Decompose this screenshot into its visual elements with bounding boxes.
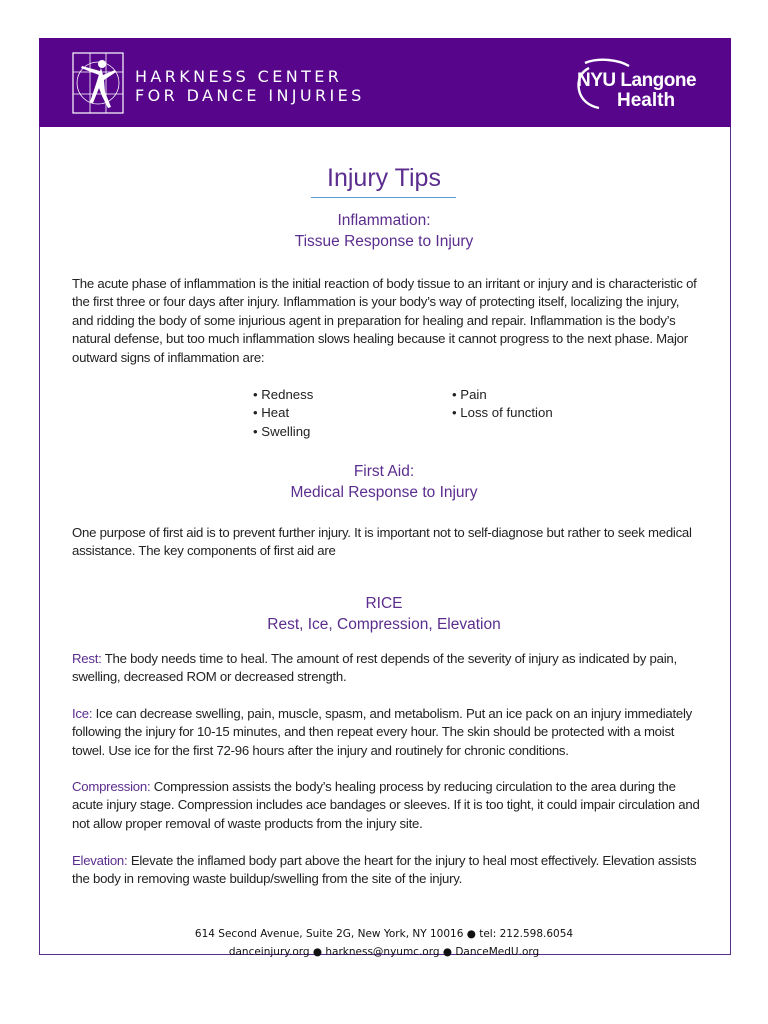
- compression-text: Compression assists the body’s healing process by reducing circulation to the area during the acute injury stage. Compression includes ace bandages or sleeves. If it is too tight, it could impair circulation and not allow proper removal of waste products from the injury site.: [72, 779, 700, 831]
- ice-term: Ice:: [72, 706, 93, 721]
- inflammation-heading: [0, 210, 768, 252]
- rest-term: Rest:: [72, 651, 102, 666]
- footer-address: 614 Second Avenue, Suite 2G, New York, NY 10016 ● tel: 212.598.6054: [194, 928, 574, 940]
- signs-list-col2: [452, 386, 553, 423]
- list-item: • Loss of function: [452, 405, 553, 421]
- dancer-logo-icon: [72, 52, 124, 114]
- page-title: Injury Tips: [327, 164, 441, 192]
- nyu-langone-logo: [575, 58, 697, 114]
- inflammation-heading-line2: Tissue Response to Injury: [294, 233, 474, 250]
- rest-text: The body needs time to heal. The amount of rest depends of the severity of injury as indicated by pain, swelling, decreased ROM or decreased strength.: [72, 651, 677, 685]
- ice-text: Ice can decrease swelling, pain, muscle, spasm, and metabolism. Put an ice pack on an injury immediately following the injury for 10-15 minutes, and then repeat every hour. The skin should be protected with a moist towel. Use ice for the first 72-96 hours after the injury and routinely for chronic conditions.: [72, 706, 692, 758]
- footer-links: danceinjury.org ● harkness@nyumc.org ● DanceMedU.org: [228, 946, 540, 958]
- footer: [0, 925, 768, 961]
- rice-heading-line2: Rest, Ice, Compression, Elevation: [267, 616, 501, 633]
- inflammation-heading-line1: Inflammation:: [337, 212, 431, 229]
- rice-heading-line1: RICE: [365, 595, 403, 612]
- signs-list-col1: [253, 386, 313, 441]
- rice-elevation: [72, 852, 700, 889]
- rice-rest: [72, 650, 700, 687]
- rice-heading: [0, 593, 768, 635]
- elevation-term: Elevation:: [72, 853, 128, 868]
- org-name-line2: FOR DANCE INJURIES: [135, 86, 365, 105]
- first-aid-heading-line2: Medical Response to Injury: [290, 484, 478, 501]
- first-aid-heading-line1: First Aid:: [353, 463, 415, 480]
- list-item: • Swelling: [253, 423, 311, 439]
- compression-term: Compression:: [72, 779, 151, 794]
- rice-ice: [72, 705, 700, 760]
- list-item: • Heat: [253, 405, 290, 421]
- brand-line1: NYU Langone: [577, 70, 697, 91]
- org-name: [135, 67, 365, 105]
- list-item: • Redness: [253, 387, 314, 402]
- brand-line2: Health: [617, 90, 676, 111]
- title-underline: [311, 197, 456, 198]
- first-aid-paragraph: One purpose of first aid is to prevent further injury. It is important not to self-diagnose but rather to seek medical assistance. The key components of first aid are: [72, 525, 692, 559]
- inflammation-paragraph: The acute phase of inflammation is the initial reaction of body tissue to an irritant or injury and is characteristic of the first three or four days after injury. Inflammation is your body’s way of protecting itself, localizing the injury, and ridding the body of some injurious agent in preparation for healing and repair. Inflammation is the body’s natural defense, but too much inflammation slows healing because it cannot progress to the next phase. Major outward signs of inflammation are:: [72, 276, 697, 365]
- first-aid-heading: [0, 461, 768, 503]
- header-banner: [39, 38, 731, 127]
- list-item: • Pain: [452, 387, 487, 402]
- elevation-text: Elevate the inflamed body part above the heart for the injury to heal most effectively. Elevation assists the body in removing waste buildup/swelling from the site of the injury.: [72, 853, 697, 887]
- rice-compression: [72, 778, 700, 833]
- org-name-line1: HARKNESS CENTER: [135, 67, 343, 86]
